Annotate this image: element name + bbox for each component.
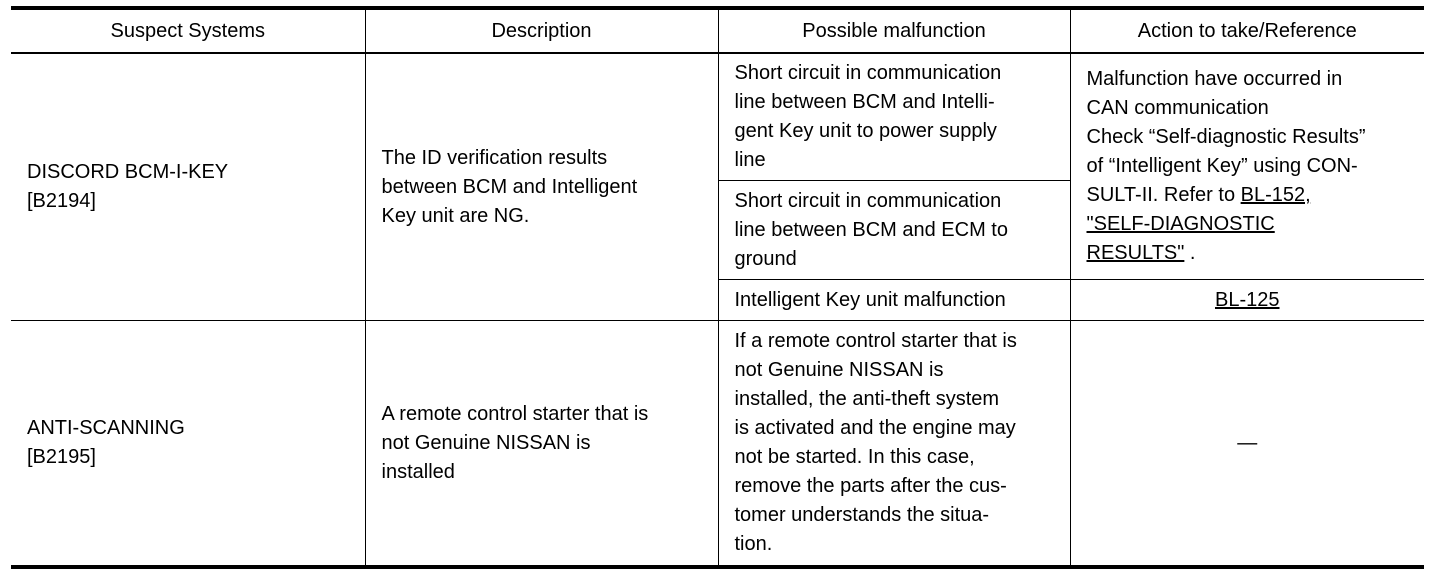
action-line: SULT-II. Refer to [1086, 184, 1241, 206]
suspect-system-code: [B2195] [27, 446, 96, 468]
malfunction-line: tomer understands the situa- [734, 504, 990, 526]
suspect-system-code: [B2194] [27, 190, 96, 212]
malfunction-line: Short circuit in communication [734, 62, 1002, 84]
reference-cell [1070, 280, 1424, 321]
malfunction-cell [718, 181, 1070, 280]
suspect-system-name: ANTI-SCANNING [27, 417, 185, 439]
malfunction-line: is activated and the engine may [734, 417, 1016, 439]
action-line-with-link [1087, 210, 1409, 239]
header-possible-malfunction: Possible malfunction [718, 8, 1070, 53]
reference-link-results[interactable]: RESULTS" [1086, 242, 1185, 264]
header-suspect-systems: Suspect Systems [11, 8, 365, 53]
malfunction-line: remove the parts after the cus- [734, 475, 1007, 497]
action-line: CAN communication [1086, 97, 1269, 119]
malfunction-cell [718, 321, 1070, 568]
suspect-system-cell [11, 321, 365, 568]
description-line: Key unit are NG. [381, 204, 530, 227]
description-line: between BCM and Intelligent [381, 175, 638, 198]
table-row [11, 321, 1424, 568]
malfunction-cell [718, 53, 1070, 181]
action-dash: — [1237, 431, 1258, 454]
description-line: installed [381, 460, 455, 483]
description-line: The ID verification results [381, 146, 608, 169]
header-description: Description [365, 8, 718, 53]
action-line-with-link [1087, 181, 1409, 210]
action-line-with-link [1087, 239, 1409, 268]
diagnosis-table [11, 6, 1424, 569]
description-line: A remote control starter that is [381, 402, 649, 425]
action-line: Malfunction have occurred in [1086, 68, 1343, 90]
malfunction-line: line between BCM and ECM to [734, 218, 1008, 241]
description-line: not Genuine NISSAN is [381, 431, 591, 454]
malfunction-line: tion. [734, 533, 773, 555]
table-row [11, 53, 1424, 181]
action-line: of “Intelligent Key” using CON- [1086, 155, 1358, 177]
reference-link-bl-125[interactable]: BL-125 [1215, 288, 1280, 311]
reference-link-bl-152[interactable]: BL-152, [1240, 184, 1311, 206]
reference-link-self-diagnostic[interactable]: "SELF-DIAGNOSTIC [1086, 213, 1275, 235]
malfunction-line: If a remote control starter that is [734, 330, 1017, 352]
action-line: Check “Self-diagnostic Results” [1086, 126, 1366, 148]
suspect-system-name: DISCORD BCM-I-KEY [27, 161, 229, 183]
suspect-system-cell [11, 53, 365, 321]
malfunction-cell [718, 280, 1070, 321]
malfunction-line: not Genuine NISSAN is [734, 359, 944, 381]
malfunction-line: gent Key unit to power supply [734, 120, 997, 142]
malfunction-line: Intelligent Key unit malfunction [734, 288, 1006, 311]
description-cell [365, 53, 718, 321]
malfunction-line: Short circuit in communication [734, 189, 1002, 212]
header-action-reference: Action to take/Reference [1070, 8, 1424, 53]
action-link-suffix: . [1184, 242, 1196, 264]
malfunction-line: not be started. In this case, [734, 446, 975, 468]
action-cell [1070, 53, 1424, 280]
malfunction-line: installed, the anti-theft system [734, 388, 1000, 410]
malfunction-line: ground [734, 247, 797, 270]
header-row [11, 8, 1424, 53]
description-cell [365, 321, 718, 568]
action-cell [1070, 321, 1424, 568]
malfunction-line: line between BCM and Intelli- [734, 91, 995, 113]
malfunction-line: line [734, 149, 766, 171]
